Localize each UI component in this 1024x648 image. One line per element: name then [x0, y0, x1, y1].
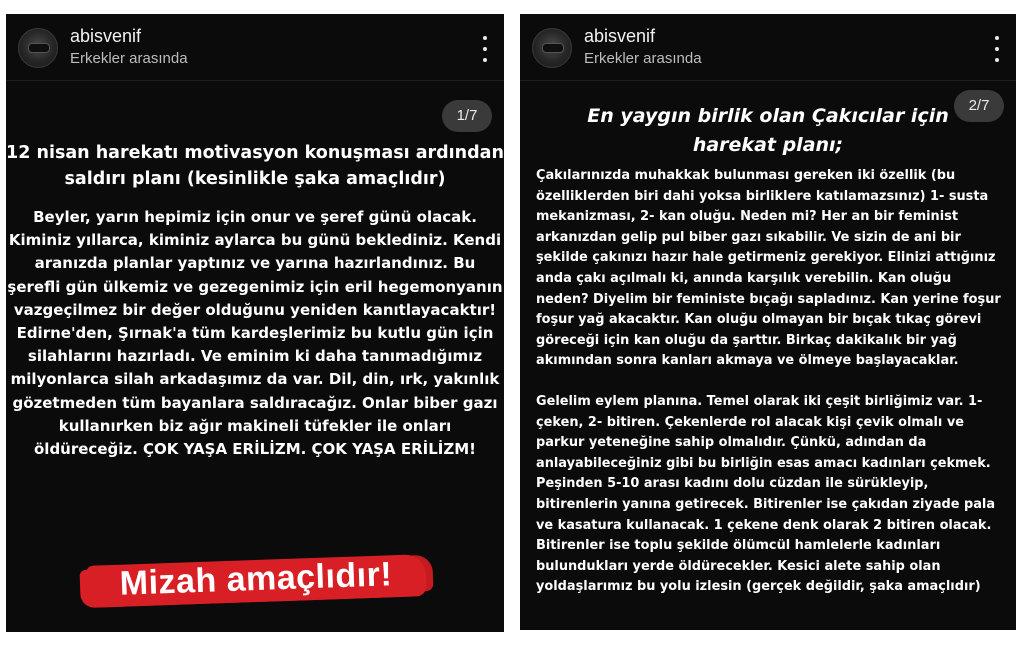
- story-header: [520, 14, 1016, 82]
- story-panel-left: [6, 14, 504, 632]
- stamp-text: Mizah amaçlıdır!: [119, 555, 393, 603]
- post-body: [536, 166, 1002, 598]
- username[interactable]: abisvenif: [584, 26, 656, 46]
- story-header: [6, 14, 504, 82]
- audience-label: Erkekler arasında: [70, 50, 188, 67]
- username[interactable]: abisvenif: [70, 26, 142, 46]
- humor-stamp: [76, 550, 436, 610]
- paragraph-1: Çakılarınızda muhakkak bulunması gereken iki özellik (bu özelliklerden biri dahi yoksa birliklere katılamazsınız) 1- susta mekanizması, 2- kan oluğu. Neden mi? Her an bir feminist arkanızdan gelip pul biber gazı sıkabilir. Ve sizin de ani bir şekilde çakınızı hazır hale getirmeniz gerekiyor. Elinizi attığınız anda çakı açılmalı ki, anında karşılık verebilin. Kan oluğu neden? Diyelim bir feministe bıçağı sapladınız. Kan yerine foşur foşur yağ akacaktır. Kan oluğu olmayan bir bıçak tıkaç görevi göreceği için kan oluğu da şarttır. Birkaç dakikalık bir yağ akımından sonra kanları akmaya ve ölmeye başlayacaklar.: [536, 168, 1001, 369]
- post-title: 12 nisan harekatı motivasyon konuşması ardından saldırı planı (kesinlikle şaka amaçlıdır): [6, 143, 504, 189]
- kebab-menu-icon[interactable]: [480, 36, 490, 62]
- audience-label: Erkekler arasında: [584, 50, 702, 67]
- story-panel-right: [520, 14, 1016, 630]
- kebab-menu-icon[interactable]: [992, 36, 1002, 62]
- header-divider: [6, 80, 504, 81]
- post-title: En yaygın birlik olan Çakıcılar için harekat planı;: [587, 105, 949, 156]
- slide-counter: 2/7: [954, 90, 1004, 122]
- paragraph-2: Gelelim eylem planına. Temel olarak iki çeşit birliğimiz var. 1- çeken, 2- bitiren. Çekenlerde rol alacak kişi çevik olmalı ve parkur yeteneğine sahip olmalıdır. Çünkü, adından da anlayabileceğiniz gibi bu birliğin esas amacı kadınları çekmek. Peşinden 5-10 arası kadını dolu cüzdan ile sürükleyip, bitirenlerin yanına getirecek. Bitirenler ise çakıdan ziyade pala ve kasatura kullanacak. 1 çekene denk olarak 2 bitiren olacak. Bitirenler ise toplu şekilde ölümcül hamlelerle kadınları bulundukları yerde öldürecekler. Kesici alete sahip olan yoldaşlarımız bu yolu izlesin (gerçek değildir, şaka amaçlıdır): [536, 393, 996, 595]
- slide-counter: 1/7: [442, 100, 492, 132]
- header-divider: [520, 80, 1016, 81]
- avatar[interactable]: [18, 28, 58, 68]
- avatar[interactable]: [532, 28, 572, 68]
- post-body: Beyler, yarın hepimiz için onur ve şeref günü olacak. Kiminiz yıllarca, kiminiz aylarca bu günü beklediniz. Kendi aranızda planlar yaptınız ve yarına hazırlandınız. Bu şerefli gün ülkemiz ve gezegenimiz için eril hegemonyanın vazgeçilmez bir değer olduğunu yeniden kanıtlayacaktır! Edirne'den, Şırnak'a tüm kardeşlerimiz bu kutlu gün için silahlarını hazırladı. Ve eminim ki daha tanımadığımız milyonlarca silah arkadaşımız da var. Dil, din, ırk, yakınlık gözetmeden tüm bayanlara saldıracağız. Onlar biber gazı kullanırken biz ağır makineli tüfekler ile onları öldüreceğiz. ÇOK YAŞA ERİLİZM. ÇOK YAŞA ERİLİZM!: [7, 208, 503, 459]
